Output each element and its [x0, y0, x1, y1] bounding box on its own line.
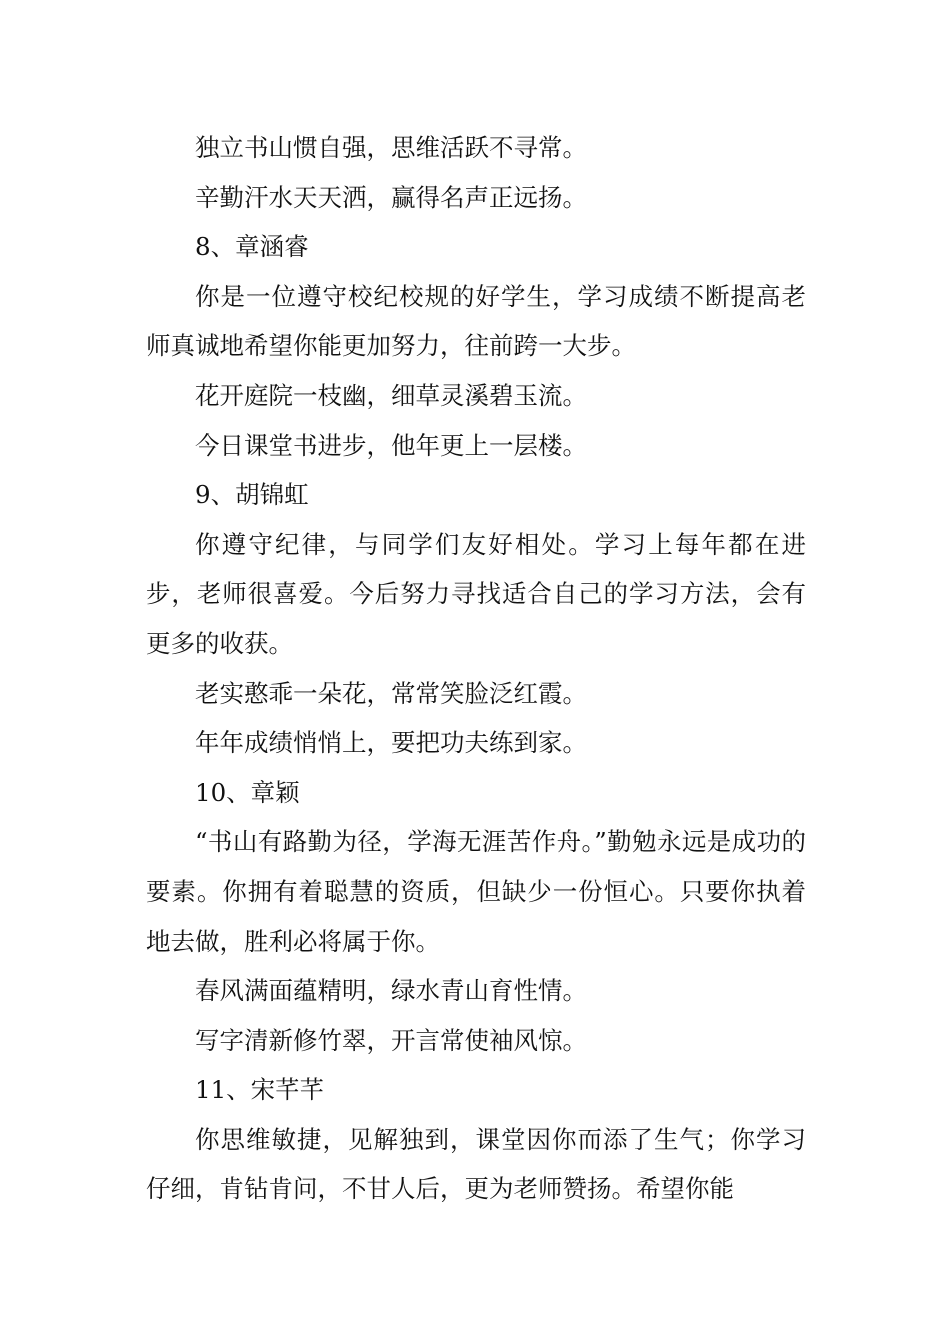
document-body [146, 123, 806, 1214]
poem-line: 写字清新修竹翠，开言常使袖风惊。 [195, 1025, 587, 1055]
comment-paragraph: 你思维敏捷，见解独到，课堂因你而添了生气；你学习仔细，肯钻肯问，不甘人后，更为老师赞扬。希望你能 [146, 1124, 806, 1204]
student-heading: 8、章涵睿 [195, 232, 309, 262]
poem-line: 春风满面蕴精明，绿水青山育性情。 [195, 976, 587, 1006]
comment-paragraph: 你是一位遵守校纪校规的好学生，学习成绩不断提高老师真诚地希望你能更加努力，往前跨一大步。 [146, 281, 806, 361]
comment-paragraph: 你遵守纪律，与同学们友好相处。学习上每年都在进步，老师很喜爱。今后努力寻找适合自己的学习方法，会有更多的收获。 [146, 529, 806, 658]
poem-line: 今日课堂书进步，他年更上一层楼。 [195, 430, 587, 460]
poem-line: 辛勤汗水天天洒，赢得名声正远扬。 [195, 182, 587, 212]
student-heading: 10、章颖 [195, 777, 300, 807]
student-heading: 9、胡锦虹 [195, 480, 309, 510]
poem-line: 老实憨乖一朵花，常常笑脸泛红霞。 [195, 678, 587, 708]
student-heading: 11、宋芊芊 [195, 1075, 325, 1105]
poem-line: 年年成绩悄悄上，要把功夫练到家。 [195, 728, 587, 758]
poem-line: 花开庭院一枝幽，细草灵溪碧玉流。 [195, 380, 587, 410]
comment-paragraph: “书山有路勤为径，学海无涯苦作舟。”勤勉永远是成功的要素。你拥有着聪慧的资质，但缺少一份恒心。只要你执着地去做，胜利必将属于你。 [146, 827, 806, 956]
poem-line: 独立书山惯自强，思维活跃不寻常。 [195, 133, 587, 162]
